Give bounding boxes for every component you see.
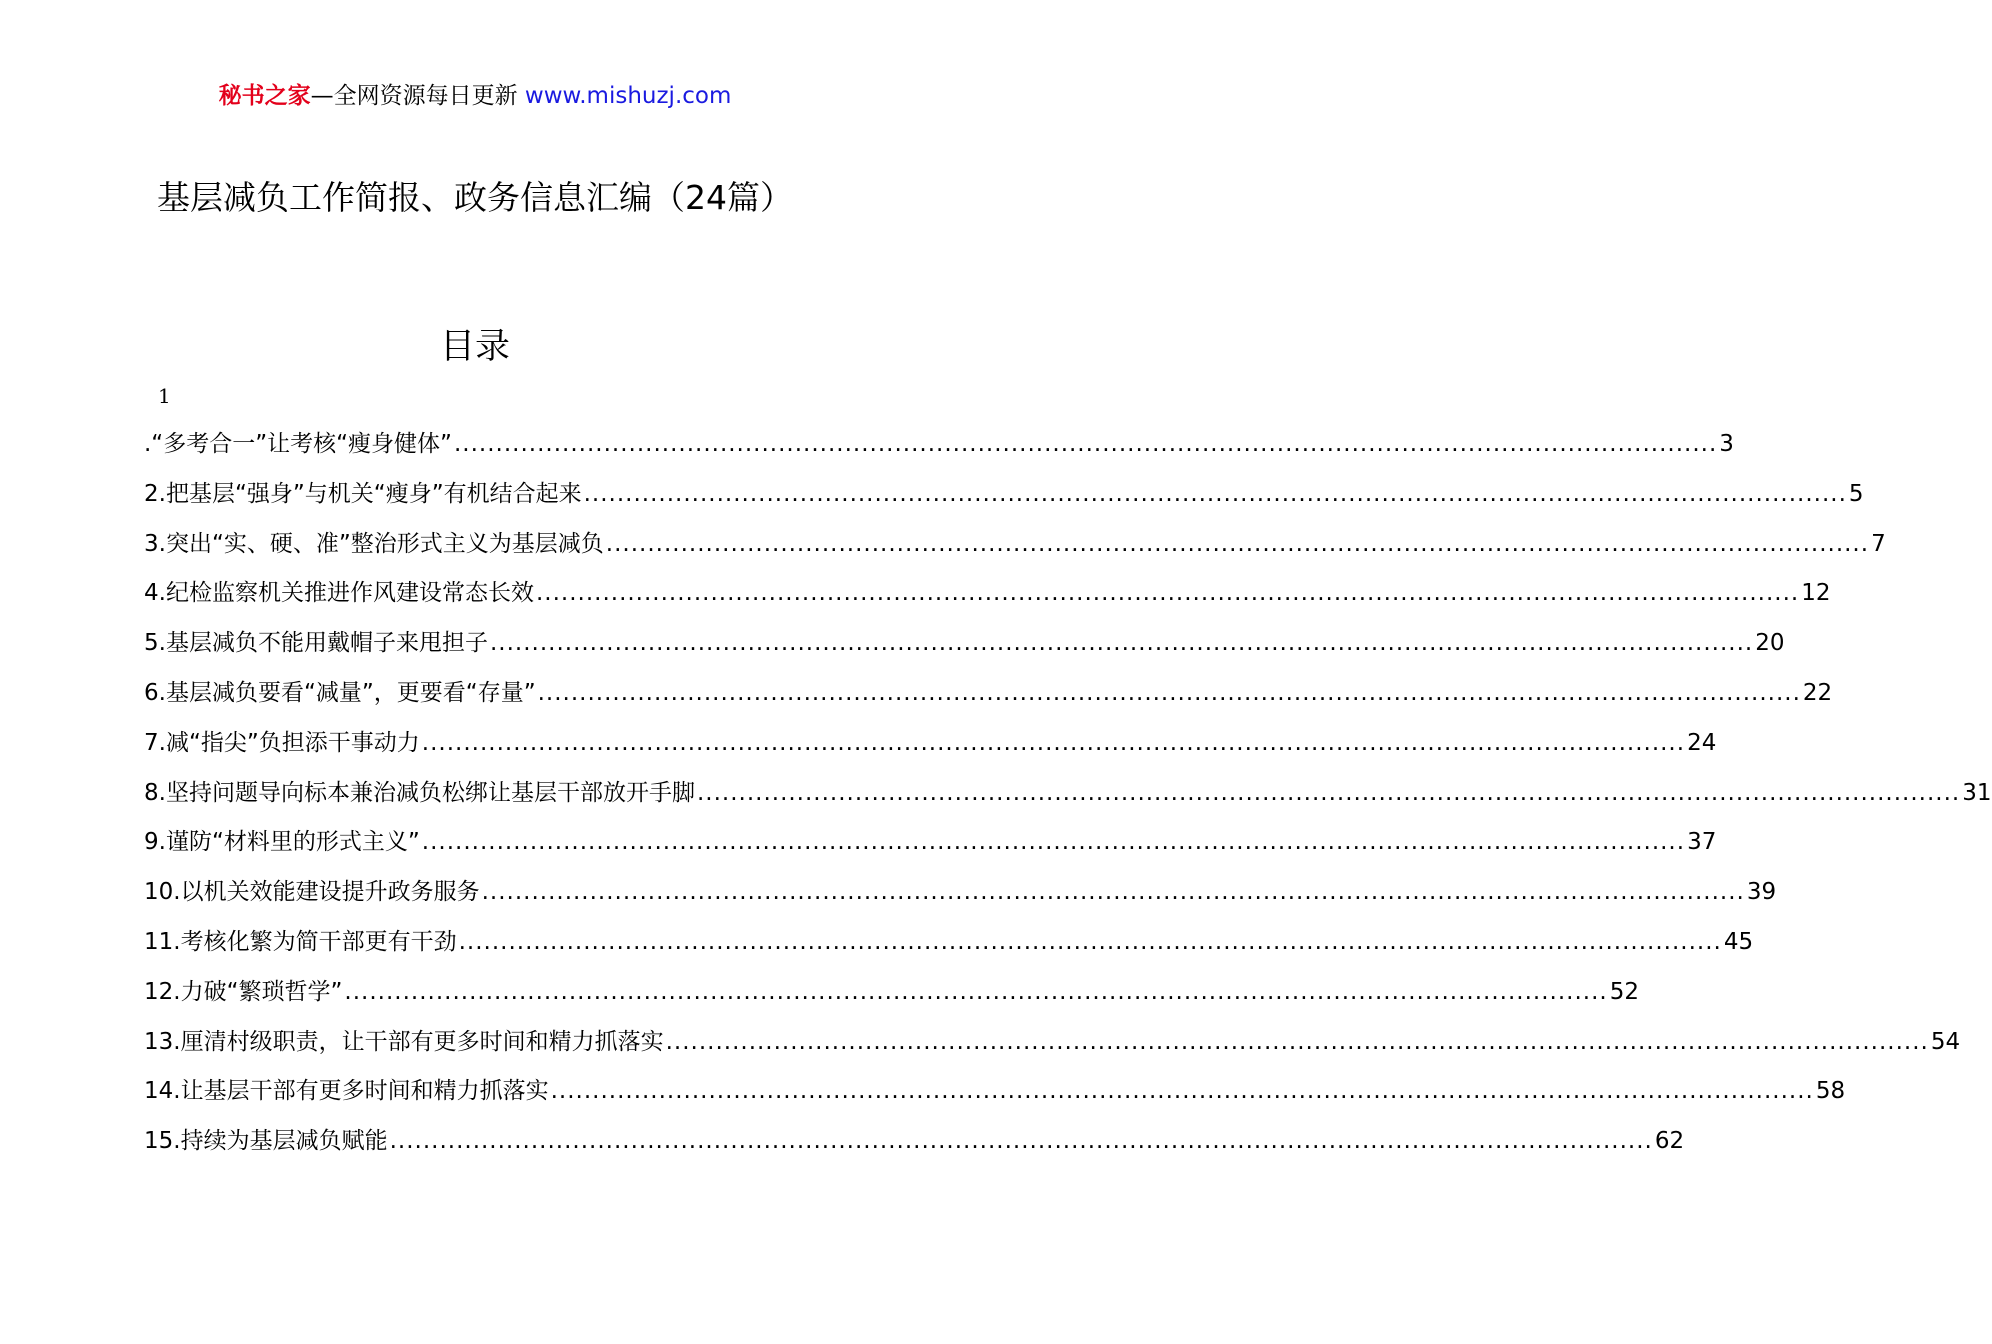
toc-page-number: 52 [1609, 978, 1639, 1005]
toc-page-number: 45 [1723, 928, 1754, 955]
toc-entry-title: 7.减“指尖”负担添干事动力 [144, 729, 420, 756]
toc-dot-leader: ........................................................................................................................................................ [535, 580, 1800, 607]
toc-dot-leader: ........................................................................................................................................................ [421, 829, 1686, 856]
toc-first-entry-number: 1 [158, 384, 171, 408]
toc-entry-title: 5.基层减负不能用戴帽子来甩担子 [144, 630, 488, 657]
toc-entry-title: 9.谨防“材料里的形式主义” [144, 829, 420, 856]
document-title: 基层减负工作简报、政务信息汇编（24篇） [157, 178, 793, 217]
toc-entry[interactable] [144, 874, 1777, 924]
toc-page-number: 7 [1871, 530, 1886, 557]
toc-entry-title: 3.突出“实、硬、准”整治形式主义为基层减负 [144, 530, 604, 557]
toc-dot-leader: ........................................................................................................................................................ [481, 879, 1745, 906]
toc-entry[interactable] [144, 775, 1992, 825]
toc-entry[interactable] [144, 476, 1864, 526]
toc-dot-leader: ........................................................................................................................................................ [537, 679, 1801, 706]
site-tagline: —全网资源每日更新 [310, 83, 525, 109]
toc-entry[interactable] [144, 1024, 1961, 1074]
toc-heading: 目录 [439, 327, 510, 367]
toc-entry[interactable] [144, 625, 1785, 675]
toc-entry-title: 8.坚持问题导向标本兼治减负松绑让基层干部放开手脚 [144, 779, 695, 806]
toc-entry[interactable] [144, 1123, 1685, 1173]
toc-page-number: 22 [1802, 679, 1833, 706]
toc-dot-leader: ........................................................................................................................................................ [344, 978, 1608, 1005]
toc-page-number: 3 [1719, 431, 1734, 457]
table-of-contents [144, 426, 1992, 1173]
toc-entry-title: 12.力破“繁琐哲学” [144, 978, 343, 1005]
toc-entry-title: 11.考核化繁为简干部更有干劲 [144, 928, 457, 955]
toc-entry-title: 15.持续为基层减负赋能 [144, 1128, 388, 1155]
toc-entry-title: 14.让基层干部有更多时间和精力抓落实 [144, 1078, 549, 1105]
site-header [0, 80, 950, 112]
toc-page-number: 58 [1815, 1078, 1846, 1105]
toc-page-number: 5 [1848, 480, 1864, 507]
toc-dot-leader: ........................................................................................................................................................ [458, 928, 1722, 955]
toc-entry[interactable] [144, 924, 1754, 974]
toc-page-number: 24 [1687, 729, 1717, 756]
toc-entry-title: 13.厘清村级职责，让干部有更多时间和精力抓落实 [144, 1028, 664, 1055]
toc-entry[interactable] [144, 675, 1833, 725]
toc-entry-title: 6.基层减负要看“减量”，更要看“存量” [144, 679, 536, 706]
toc-page-number: 20 [1755, 630, 1785, 657]
toc-entry-title: 10.以机关效能建设提升政务服务 [144, 879, 480, 906]
toc-entry[interactable] [144, 575, 1831, 625]
toc-entry[interactable] [144, 526, 1886, 576]
toc-dot-leader: ........................................................................................................................................................ [453, 431, 1718, 457]
toc-dot-leader: ........................................................................................................................................................ [550, 1078, 1814, 1105]
toc-entry[interactable] [144, 426, 1734, 476]
toc-page-number: 62 [1654, 1128, 1685, 1155]
toc-page-number: 12 [1801, 580, 1831, 607]
toc-page-number: 31 [1962, 779, 1992, 806]
toc-dot-leader: ........................................................................................................................................................ [696, 779, 1961, 806]
site-name: 秘书之家 [218, 83, 311, 109]
toc-dot-leader: ........................................................................................................................................................ [421, 729, 1686, 756]
toc-entry[interactable] [144, 1073, 1846, 1123]
toc-entry[interactable] [144, 824, 1717, 874]
site-url-link[interactable]: www.mishuzj.com [524, 83, 732, 109]
toc-dot-leader: ........................................................................................................................................................ [389, 1128, 1653, 1155]
toc-dot-leader: ........................................................................................................................................................ [583, 480, 1847, 507]
toc-entry-title: 2.把基层“强身”与机关“瘦身”有机结合起来 [144, 480, 582, 507]
toc-page-number: 37 [1687, 829, 1717, 856]
toc-entry[interactable] [144, 974, 1639, 1024]
toc-dot-leader: ........................................................................................................................................................ [489, 630, 1754, 657]
toc-dot-leader: ........................................................................................................................................................ [605, 530, 1870, 557]
toc-entry-title: .“多考合一”让考核“瘦身健体” [144, 431, 452, 457]
toc-entry[interactable] [144, 725, 1717, 775]
toc-page-number: 54 [1930, 1028, 1961, 1055]
toc-entry-title: 4.纪检监察机关推进作风建设常态长效 [144, 580, 534, 607]
toc-dot-leader: ........................................................................................................................................................ [665, 1028, 1929, 1055]
toc-page-number: 39 [1746, 879, 1777, 906]
